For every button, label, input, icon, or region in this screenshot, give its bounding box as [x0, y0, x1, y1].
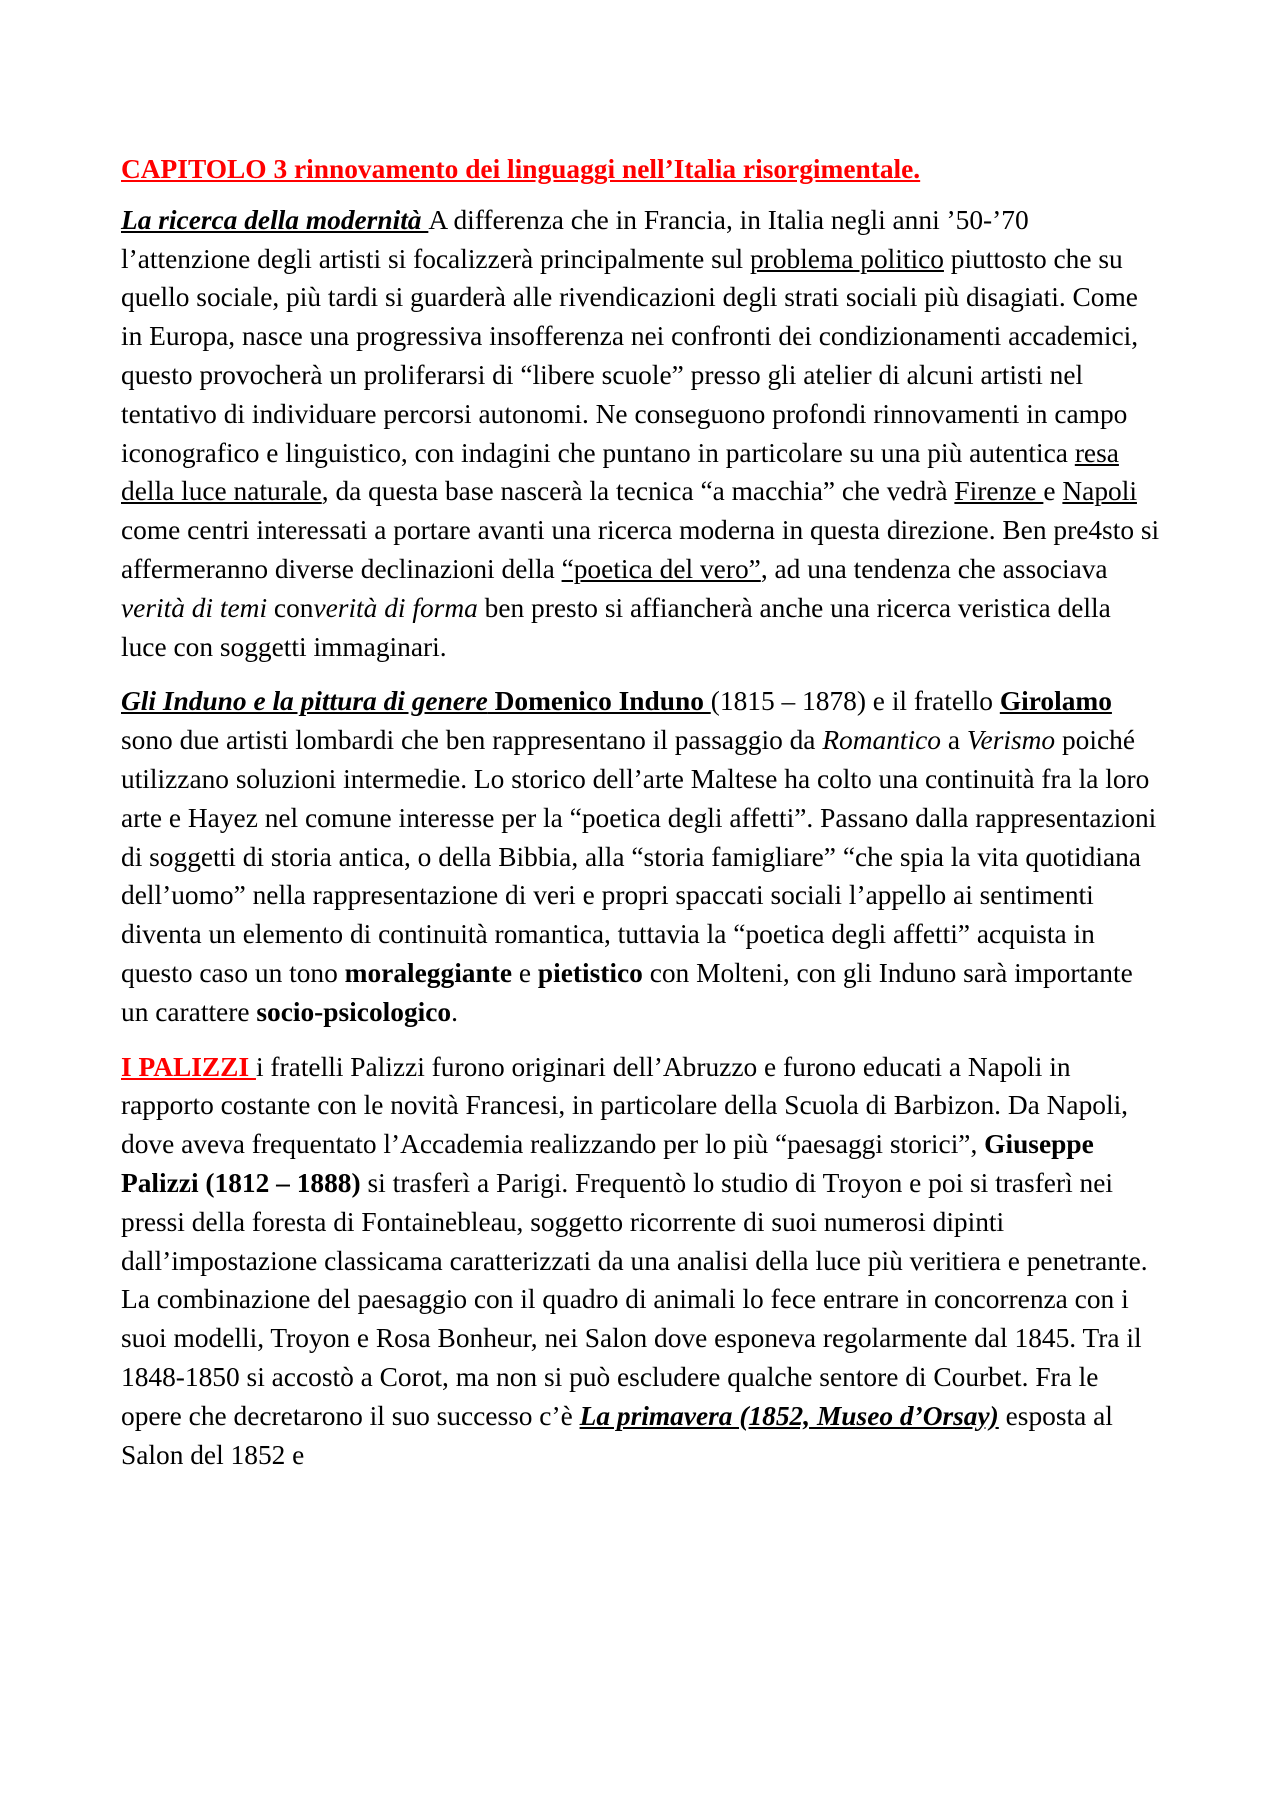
text: , da questa base nascerà la tecnica “a macchia” che vedrà [321, 476, 955, 507]
italic-term: Romantico [822, 725, 948, 756]
underlined-term: Napoli [1062, 476, 1137, 507]
section-heading-modernita: La ricerca della modernità [121, 204, 429, 235]
bold-term: socio-psicologico [256, 996, 452, 1027]
text: ben presto si affiancherà anche una ricerca veristica della luce con soggetti immaginari. [121, 592, 1111, 662]
text: A differenza che in Francia, in Italia negli anni ’50-’70 l’attenzione degli artisti si focalizzerà principalmente sul [121, 204, 1029, 274]
text: come centri interessati a portare avanti una ricerca moderna in questa direzione. Ben pre4sto si affermeranno diverse declinazioni della [121, 515, 1160, 584]
paragraph-palizzi [121, 1048, 1161, 1475]
paragraph-modernita [121, 201, 1161, 667]
text: piuttosto che su quello sociale, più tardi si guarderà alle rivendicazioni degli strati sociali più disagiati. Come in Europa, nasce una progressiva insofferenza nei confronti dei condizionamenti accademici, questo provocherà un proliferarsi di “libere scuole” presso gli atelier di alcuni artisti nel tentativo di individuare percorsi autonomi. Ne conseguono profondi rinnovamenti in campo iconografico e linguistico, con indagini che puntano in particolare su una più autentica [121, 243, 1139, 468]
artist-name: Domenico Induno [487, 686, 711, 717]
text: con [273, 592, 314, 623]
underlined-term: “poetica del vero” [561, 553, 761, 584]
document-page [121, 150, 1161, 1490]
text: i fratelli Palizzi furono originari dell’Abruzzo e furono educati a Napoli in rapporto costante con le novità Francesi, in particolare della Scuola di Barbizon. Da Napoli, dove aveva frequentato l’Accademia realizzando per lo più “paesaggi storici”, [121, 1051, 1129, 1160]
text: e [512, 957, 538, 988]
italic-term: verità di temi [121, 592, 274, 623]
section-heading-induno: Gli Induno e la pittura di genere [121, 686, 488, 717]
chapter-title: CAPITOLO 3 rinnovamento dei linguaggi nell’Italia risorgimentale. [121, 154, 921, 184]
text: esposta al Salon del 1852 e [121, 1400, 1113, 1470]
text: si trasferì a Parigi. Frequentò lo studio di Troyon e poi si trasferì nei pressi della foresta di Fontainebleau, soggetto ricorrente di suoi numerosi dipinti dall’impostazione classicama caratterizzati da una analisi della luce più veritiera e penetrante. La combinazione del paesaggio con il quadro di animali lo fece entrare in concorrenza con i suoi modelli, Troyon e Rosa Bonheur, nei Salon dove esponeva regolarmente dal 1845. Tra il 1848-1850 si accostò a Corot, ma non si può escludere qualche sentore di Courbet. Fra le opere che decretarono il suo successo c’è [121, 1167, 1148, 1431]
artwork-title: La primavera (1852, Museo d’Orsay) [579, 1400, 999, 1431]
text: , ad una tendenza che associava [760, 553, 1108, 584]
paragraph-induno [121, 682, 1161, 1031]
text: poiché utilizzano soluzioni intermedie. Lo storico dell’arte Maltese ha colto una continuità fra la loro arte e Hayez nel comune interesse per la “poetica degli affetti”. Passano dalla rappresentazioni di soggetti di storia antica, o della Bibbia, alla “storia famigliare” “che spia la vita quotidiana dell’uomo” nella rappresentazione di veri e propri spaccati sociali l’appello ai sentimenti diventa un elemento di continuità romantica, tuttavia la “poetica degli affetti” acquista in questo caso un tono [121, 725, 1157, 988]
underlined-term: problema politico [749, 243, 944, 274]
artist-name: Giuseppe Palizzi (1812 – 1888) [121, 1129, 1094, 1198]
text: sono due artisti lombardi che ben rappresentano il passaggio da [121, 725, 823, 756]
artist-name: Girolamo [999, 686, 1112, 717]
bold-term: pietistico [537, 957, 643, 988]
text: (1815 – 1878) e il fratello [710, 686, 1000, 717]
underlined-term: resa della luce naturale [121, 437, 1119, 507]
underlined-term: Firenze [954, 476, 1044, 507]
italic-term: Verismo [966, 725, 1056, 756]
bold-term: moraleggiante [344, 957, 513, 988]
section-heading-palizzi: I PALIZZI [121, 1051, 256, 1082]
text: e [1043, 476, 1063, 507]
text: . [451, 996, 458, 1027]
text: con Molteni, con gli Induno sarà importante un carattere [121, 957, 1133, 1027]
italic-term: verità di forma [313, 592, 478, 623]
text: a [947, 725, 967, 756]
